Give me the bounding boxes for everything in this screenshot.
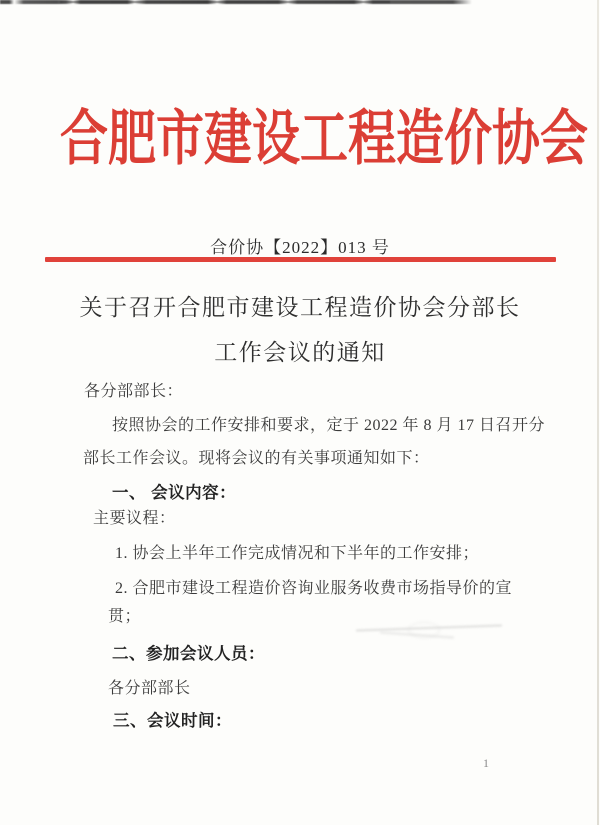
scan-artifact-top-edge-dark — [60, 1, 390, 3]
scan-smudge-artifact — [352, 618, 508, 648]
section-heading-attendees: 二、参加会议人员： — [112, 645, 265, 663]
section-heading-meeting-time: 三、会议时间： — [113, 712, 232, 730]
agenda-label: 主要议程： — [93, 510, 176, 527]
section-heading-meeting-content: 一、 会议内容： — [112, 484, 237, 502]
agenda-item-1: 1. 协会上半年工作完成情况和下半年的工作安排； — [115, 545, 480, 562]
salutation: 各分部部长： — [84, 383, 184, 400]
letterhead-org-title: 合肥市建设工程造价协会 — [60, 106, 588, 172]
red-divider-rule — [45, 257, 556, 262]
agenda-item-2-line1: 2. 合肥市建设工程造价咨询业服务收费市场指导价的宣 — [115, 580, 513, 597]
agenda-item-2-line2: 贯； — [108, 608, 142, 625]
notice-title-line2: 工作会议的通知 — [214, 340, 386, 365]
notice-title-line1: 关于召开合肥市建设工程造价协会分部长 — [79, 295, 521, 320]
page-number: 1 — [483, 756, 489, 770]
intro-paragraph-line2: 部长工作会议。现将会议的有关事项通知如下： — [83, 450, 430, 467]
attendees-line: 各分部部长 — [108, 680, 191, 697]
intro-paragraph-line1: 按照协会的工作安排和要求，定于 2022 年 8 月 17 日召开分 — [112, 417, 546, 434]
document-number: 合价协【2022】013 号 — [210, 238, 390, 257]
scan-artifact-right-edge — [597, 0, 599, 825]
